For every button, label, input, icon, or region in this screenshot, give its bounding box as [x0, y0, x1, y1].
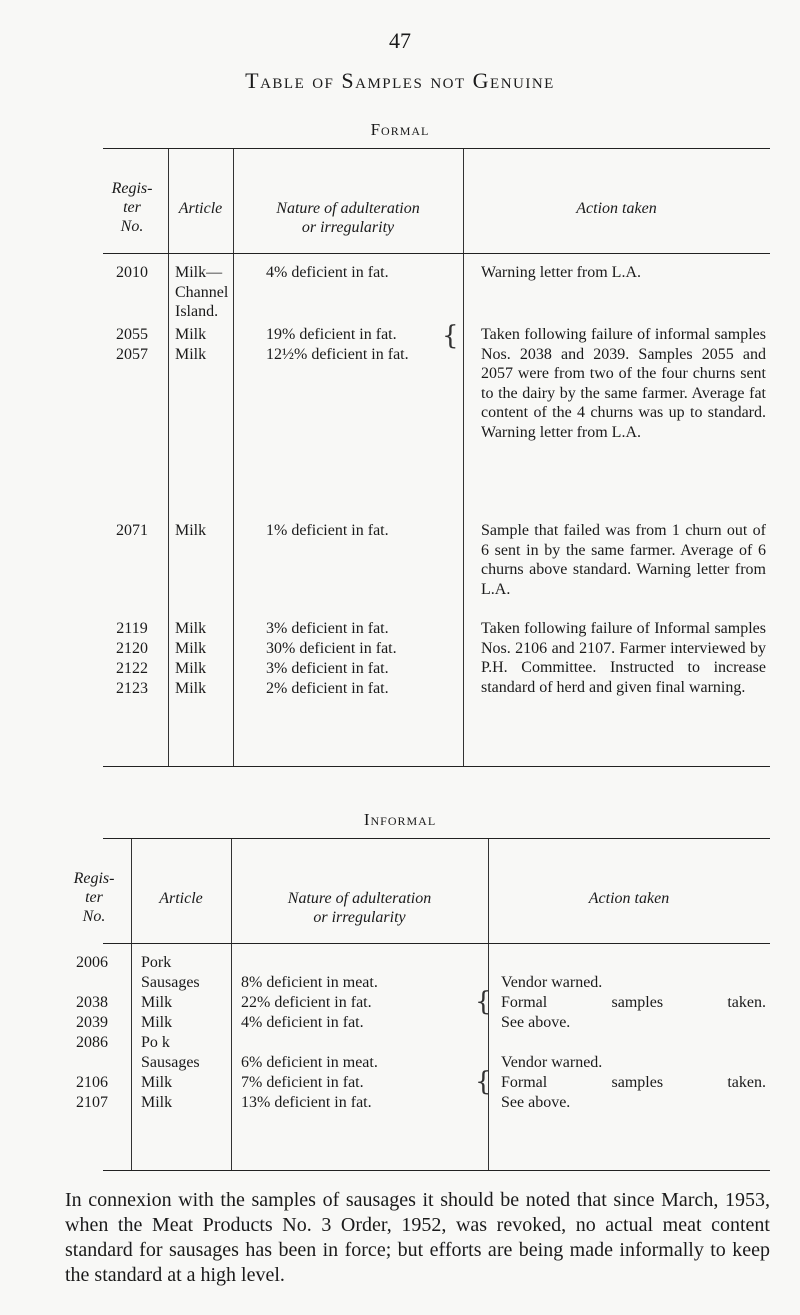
col-header-reg: Regis- ter No.	[111, 180, 153, 235]
nature: 4% deficient in fat.	[241, 1014, 364, 1031]
reg-number: 2071	[116, 522, 148, 539]
article: Milk	[175, 640, 207, 657]
brace-icon: {	[475, 987, 492, 1017]
formal-heading: Formal	[370, 120, 430, 139]
col-header-action: Action taken	[576, 200, 657, 217]
action: Vendor warned.	[501, 974, 603, 991]
action: Formal samples taken.	[501, 1074, 766, 1091]
article: Milk	[141, 1094, 173, 1111]
action: Formal samples taken.	[501, 994, 766, 1011]
reg-number: 2006	[76, 954, 108, 971]
col-header-nature: Nature of adulteration or irregularity	[287, 890, 432, 926]
reg-number: 2038	[76, 994, 108, 1011]
nature: 22% deficient in fat.	[241, 994, 372, 1011]
col-header-article: Article	[159, 890, 203, 907]
article: Po k Sausages	[141, 1034, 200, 1071]
article: Milk	[141, 1074, 173, 1091]
action: See above.	[501, 1014, 571, 1031]
article: Milk	[141, 1014, 173, 1031]
reg-number: 2106	[76, 1074, 108, 1091]
article: Milk	[175, 660, 207, 677]
col-header-action: Action taken	[588, 890, 670, 907]
reg-number: 2010	[116, 264, 148, 281]
reg-number: 2057	[116, 346, 148, 363]
nature: 13% deficient in fat.	[241, 1094, 372, 1111]
article: Milk	[175, 346, 207, 363]
formal-table	[103, 148, 770, 767]
page-title: Table of Samples not Genuine	[245, 68, 555, 93]
reg-number: 2039	[76, 1014, 108, 1031]
reg-number: 2119	[116, 620, 148, 637]
action: Taken following failure of Informal samples Nos. 2106 and 2107. Farmer interviewed by P.H. Committee. Instructed to increase standard of herd and given final warning.	[481, 620, 766, 696]
page-number: 47	[389, 28, 411, 53]
action: See above.	[501, 1094, 571, 1111]
nature: 8% deficient in meat.	[241, 974, 378, 991]
nature: 3% deficient in fat.	[266, 660, 389, 677]
action: Warning letter from L.A.	[481, 264, 641, 281]
nature: 3% deficient in fat.	[266, 620, 389, 637]
col-header-reg: Regis- ter No.	[73, 870, 115, 925]
reg-number: 2086	[76, 1034, 108, 1051]
nature: 1% deficient in fat.	[266, 522, 389, 539]
article: Pork Sausages	[141, 954, 200, 991]
article: Milk	[175, 680, 207, 697]
brace-icon: {	[475, 1067, 492, 1097]
action: Sample that failed was from 1 churn out of 6 sent in by the same farmer. Average of 6 churns above standard. Warning letter from L.A.	[481, 522, 766, 598]
informal-heading: Informal	[363, 810, 437, 829]
nature: 4% deficient in fat.	[266, 264, 389, 281]
informal-table	[73, 838, 770, 1171]
footnote-paragraph: In connexion with the samples of sausages it should be noted that since March, 1953, when the Meat Products No. 3 Order, 1952, was revoked, no actual meat content standard for sausages has been in force; but efforts are being made informally to keep the standard at a high level.	[65, 1189, 770, 1286]
nature: 19% deficient in fat.	[266, 326, 397, 343]
nature: 12½% deficient in fat.	[266, 346, 409, 363]
article: Milk	[175, 620, 207, 637]
col-header-article: Article	[178, 200, 223, 217]
nature: 6% deficient in meat.	[241, 1054, 378, 1071]
nature: 30% deficient in fat.	[266, 640, 397, 657]
brace-icon: {	[442, 321, 459, 351]
reg-number: 2122	[116, 660, 148, 677]
action: Taken following failure of informal samples Nos. 2038 and 2039. Samples 2055 and 2057 were from two of the four churns sent to the dairy by the same farmer. Average fat content of the 4 churns was up to standard. Warning letter from L.A.	[481, 326, 766, 441]
action: Vendor warned.	[501, 1054, 603, 1071]
col-header-nature: Nature of adulteration or irregularity	[276, 200, 420, 236]
reg-number: 2107	[76, 1094, 108, 1111]
article: Milk	[175, 522, 207, 539]
nature: 2% deficient in fat.	[266, 680, 389, 697]
reg-number: 2120	[116, 640, 148, 657]
article: Milk	[141, 994, 173, 1011]
reg-number: 2055	[116, 326, 148, 343]
article: Milk— Channel Island.	[175, 264, 229, 321]
nature: 7% deficient in fat.	[241, 1074, 364, 1091]
reg-number: 2123	[116, 680, 148, 697]
article: Milk	[175, 326, 207, 343]
